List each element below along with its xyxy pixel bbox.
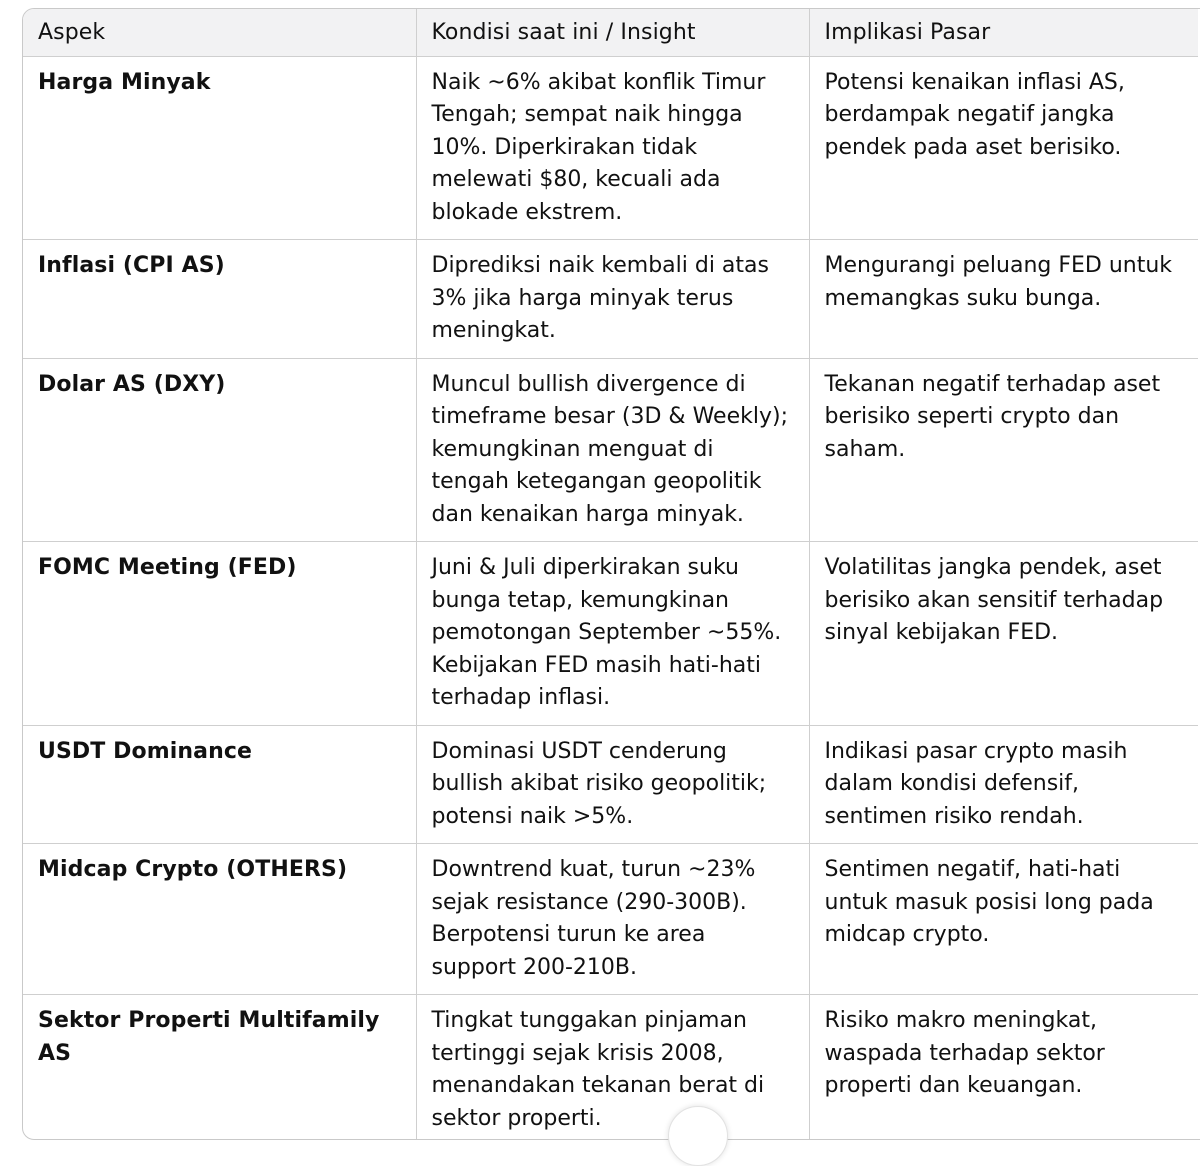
- aspect-cell: Sektor Properti Multifamily AS: [23, 995, 416, 1141]
- insight-cell: Muncul bullish divergence di timeframe besar (3D & Weekly); kemungkinan menguat di tengah ketegangan geopolitik dan kenaikan harga minyak.: [416, 358, 809, 542]
- insight-cell: Downtrend kuat, turun ~23% sejak resistance (290-300B). Berpotensi turun ke area support 200-210B.: [416, 844, 809, 995]
- aspect-cell: Inflasi (CPI AS): [23, 240, 416, 359]
- table-row: [23, 56, 1198, 240]
- table-header-row: [23, 9, 1198, 56]
- insight-cell: Dominasi USDT cenderung bullish akibat risiko geopolitik; potensi naik >5%.: [416, 725, 809, 844]
- implication-cell: Volatilitas jangka pendek, aset berisiko akan sensitif terhadap sinyal kebijakan FED.: [809, 542, 1198, 726]
- table-row: [23, 240, 1198, 359]
- implication-cell: Tekanan negatif terhadap aset berisiko seperti crypto dan saham.: [809, 358, 1198, 542]
- implication-cell: Indikasi pasar crypto masih dalam kondisi defensif, sentimen risiko rendah.: [809, 725, 1198, 844]
- table-row: [23, 358, 1198, 542]
- aspect-cell: USDT Dominance: [23, 725, 416, 844]
- aspect-cell: Midcap Crypto (OTHERS): [23, 844, 416, 995]
- table-row: [23, 542, 1198, 726]
- implication-cell: Mengurangi peluang FED untuk memangkas suku bunga.: [809, 240, 1198, 359]
- aspect-cell: FOMC Meeting (FED): [23, 542, 416, 726]
- implication-cell: Potensi kenaikan inflasi AS, berdampak negatif jangka pendek pada aset berisiko.: [809, 56, 1198, 240]
- header-kondisi: Kondisi saat ini / Insight: [416, 9, 809, 56]
- implication-cell: Risiko makro meningkat, waspada terhadap sektor properti dan keuangan.: [809, 995, 1198, 1141]
- aspect-cell: Dolar AS (DXY): [23, 358, 416, 542]
- insight-cell: Naik ~6% akibat konflik Timur Tengah; sempat naik hingga 10%. Diperkirakan tidak melewati $80, kecuali ada blokade ekstrem.: [416, 56, 809, 240]
- table-row: [23, 995, 1198, 1141]
- implication-cell: Sentimen negatif, hati-hati untuk masuk posisi long pada midcap crypto.: [809, 844, 1198, 995]
- insight-cell: Diprediksi naik kembali di atas 3% jika harga minyak terus meningkat.: [416, 240, 809, 359]
- insight-cell: Juni & Juli diperkirakan suku bunga tetap, kemungkinan pemotongan September ~55%. Kebijakan FED masih hati-hati terhadap inflasi.: [416, 542, 809, 726]
- aspect-cell: Harga Minyak: [23, 56, 416, 240]
- scroll-down-button[interactable]: [668, 1106, 728, 1166]
- header-implikasi: Implikasi Pasar: [809, 9, 1198, 56]
- header-aspek: Aspek: [23, 9, 416, 56]
- market-table: [23, 9, 1198, 1140]
- market-table-container: [22, 8, 1200, 1140]
- table-row: [23, 725, 1198, 844]
- table-row: [23, 844, 1198, 995]
- insight-cell: Tingkat tunggakan pinjaman tertinggi sejak krisis 2008, menandakan tekanan berat di sektor properti.: [416, 995, 809, 1141]
